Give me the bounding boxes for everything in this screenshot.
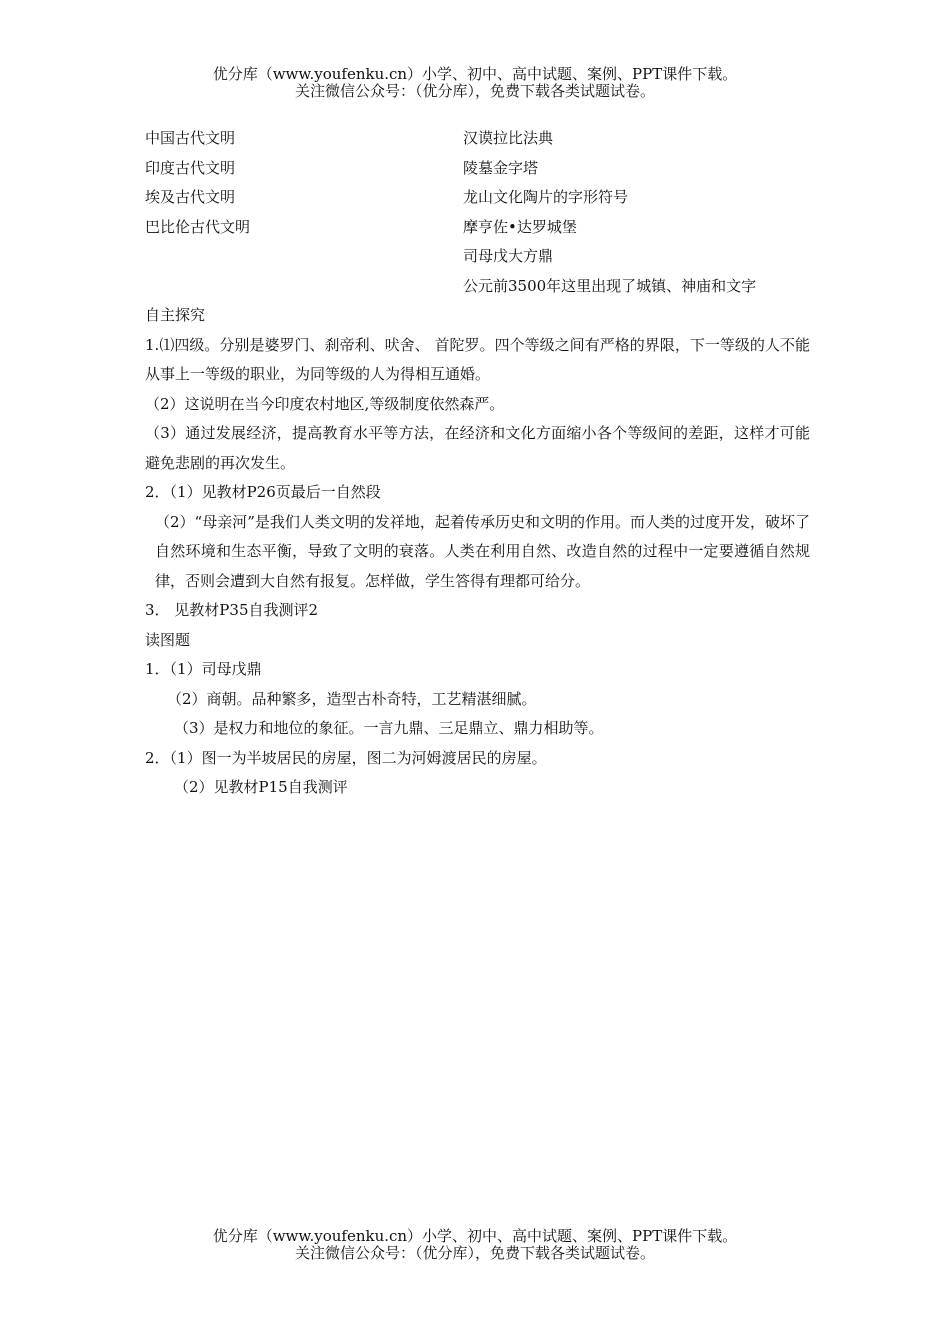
page-footer <box>0 1228 950 1262</box>
answer-paragraph: 1．（1）司母戊鼎 <box>145 660 262 678</box>
matching-row <box>145 272 810 302</box>
matching-left-item: 中国古代文明 <box>145 129 236 147</box>
matching-right-item: 龙山文化陶片的字形符号 <box>463 188 629 206</box>
header-line-1: 优分库（www.youfenku.cn）小学、初中、高中试题、案例、PPT课件下载。 <box>212 65 738 83</box>
document-body <box>145 124 810 803</box>
matching-right-item: 公元前3500年这里出现了城镇、神庙和文字 <box>463 276 757 295</box>
matching-row <box>145 183 810 213</box>
matching-row <box>145 213 810 243</box>
answer-paragraph: （2）“母亲河”是我们人类文明的发祥地，起着传承历史和文明的作用。而人类的过度开发，破坏了自然环境和生态平衡，导致了文明的衰落。人类在利用自然、改造自然的过程中一定要遵循自然规律，否则会遭到大自然有报复。怎样做，学生答得有理都可给分。 <box>155 512 810 590</box>
footer-line-1: 优分库（www.youfenku.cn）小学、初中、高中试题、案例、PPT课件下载。 <box>212 1227 738 1245</box>
matching-row <box>145 242 810 272</box>
matching-left-empty <box>145 242 463 272</box>
matching-left-item: 巴比伦古代文明 <box>145 217 251 236</box>
matching-section <box>145 124 810 301</box>
answer-paragraph: （2）商朝。品种繁多，造型古朴奇特，工艺精湛细腻。 <box>167 689 537 708</box>
footer-line-2: 关注微信公众号：（优分库），免费下载各类试题试卷。 <box>294 1244 655 1262</box>
answer-paragraph: （3）通过发展经济，提高教育水平等方法，在经济和文化方面缩小各个等级间的差距，这样才可能避免悲剧的再次发生。 <box>145 424 810 472</box>
page-header <box>0 66 950 100</box>
answer-paragraph: 2．（1）见教材P26页最后一自然段 <box>145 483 381 501</box>
matching-right-item: 司母戊大方鼎 <box>463 247 554 265</box>
section-heading-explore: 自主探究 <box>145 306 206 324</box>
answer-paragraph: （3）是权力和地位的象征。一言九鼎、三足鼎立、鼎力相助等。 <box>174 719 604 737</box>
answer-paragraph: 1.⑴四级。分别是婆罗门、刹帝利、吠舍、 首陀罗。四个等级之间有严格的界限，下一等级的人不能从事上一等级的职业，为同等级的人为得相互通婚。 <box>145 335 810 383</box>
matching-right-item: 汉谟拉比法典 <box>463 129 554 147</box>
matching-right-item: 陵墓金字塔 <box>463 158 539 177</box>
header-line-2: 关注微信公众号：（优分库），免费下载各类试题试卷。 <box>294 82 655 100</box>
answer-paragraph: （2）见教材P15自我测评 <box>174 778 348 796</box>
section-heading-reading: 读图题 <box>145 630 191 649</box>
matching-right-item: 摩亨佐•达罗城堡 <box>463 217 577 236</box>
matching-left-empty <box>145 272 463 302</box>
answer-paragraph: 3． 见教材P35自我测评2 <box>145 601 319 619</box>
matching-row <box>145 124 810 154</box>
matching-row <box>145 154 810 184</box>
matching-left-item: 埃及古代文明 <box>145 188 236 206</box>
answer-paragraph: 2．（1）图一为半坡居民的房屋，图二为河姆渡居民的房屋。 <box>145 748 547 767</box>
answer-paragraph: （2）这说明在当今印度农村地区,等级制度依然森严。 <box>145 394 505 413</box>
matching-left-item: 印度古代文明 <box>145 158 236 177</box>
